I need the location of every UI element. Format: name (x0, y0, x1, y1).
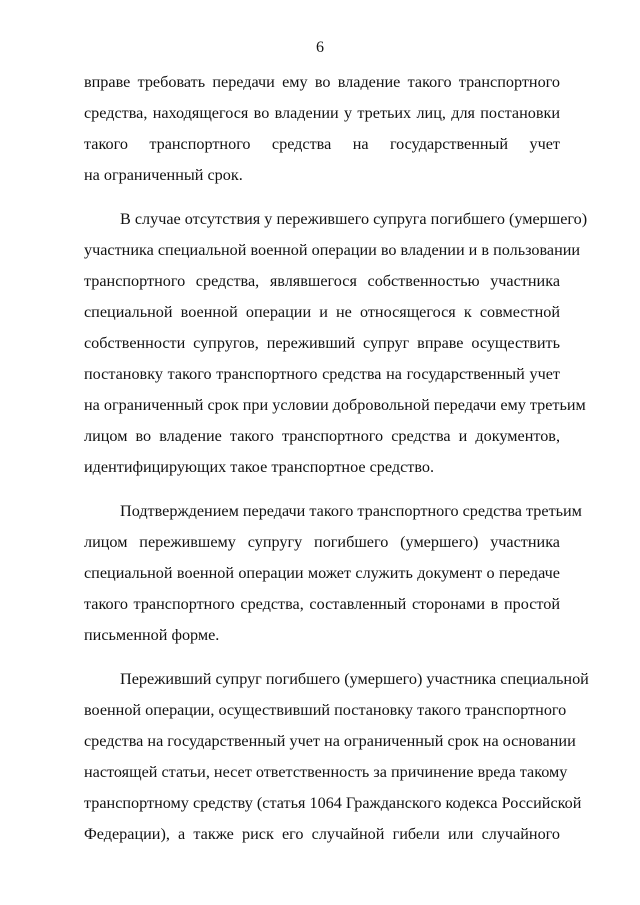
paragraph (84, 664, 589, 850)
text-line: идентифицирующих такое транспортное средство. (84, 458, 435, 476)
paragraph (84, 496, 582, 651)
text-line: такого транспортного средства, составленный сторонами в простой (84, 595, 560, 613)
text-line: собственности супругов, переживший супруг вправе осуществить (84, 334, 560, 352)
text-line: письменной форме. (84, 626, 220, 644)
text-line: на ограниченный срок при условии добровольной передачи ему третьим (84, 396, 586, 414)
text-line: участника специальной военной операции во владении и в пользовании (84, 241, 581, 259)
paragraph (84, 67, 560, 191)
text-line: транспортного средства, являвшегося собственностью участника (84, 272, 560, 290)
text-line: транспортному средству (статья 1064 Гражданского кодекса Российской (84, 794, 582, 812)
page-number: 6 (316, 39, 324, 56)
text-line: средства на государственный учет на ограниченный срок на основании (84, 732, 576, 750)
paragraph (84, 204, 588, 483)
text-line: Федерации), а также риск его случайной гибели или случайного (84, 825, 560, 843)
document-body (84, 67, 589, 850)
text-line: В случае отсутствия у пережившего супруга погибшего (умершего) (120, 210, 588, 228)
text-line: средства, находящегося во владении у третьих лиц, для постановки (84, 104, 560, 122)
text-line: вправе требовать передачи ему во владение такого транспортного (84, 73, 560, 91)
text-line: Подтверждением передачи такого транспортного средства третьим (120, 502, 582, 520)
text-line: специальной военной операции может служить документ о передаче (84, 564, 560, 582)
text-line: лицом пережившему супругу погибшего (умершего) участника (84, 533, 560, 551)
text-line: военной операции, осуществивший постановку такого транспортного (84, 701, 567, 719)
text-line: Переживший супруг погибшего (умершего) участника специальной (120, 670, 589, 688)
text-line: настоящей статьи, несет ответственность за причинение вреда такому (84, 763, 568, 781)
text-line: на ограниченный срок. (84, 166, 243, 184)
text-line: специальной военной операции и не относящегося к совместной (84, 303, 560, 321)
text-line: лицом во владение такого транспортного средства и документов, (84, 427, 560, 445)
text-line: такого транспортного средства на государственный учет (84, 135, 560, 153)
text-line: постановку такого транспортного средства на государственный учет (84, 365, 560, 383)
